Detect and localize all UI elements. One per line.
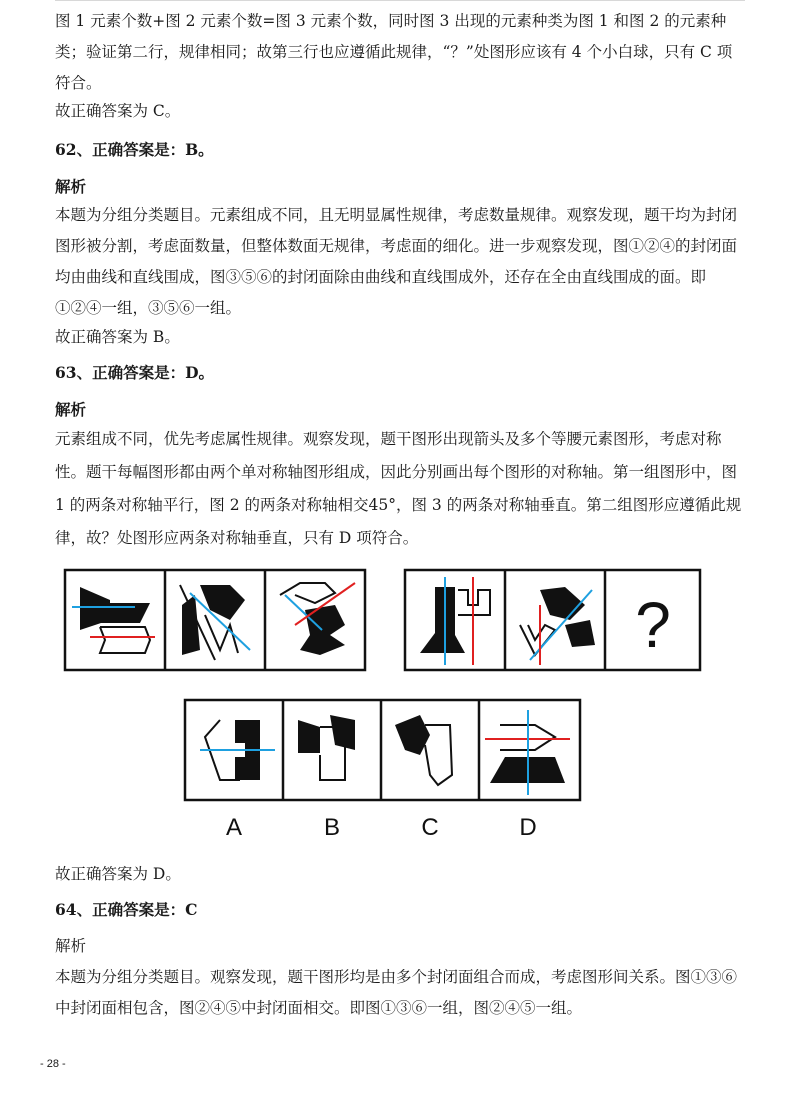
- q62-analysis-label: 解析: [55, 177, 87, 196]
- q63-analysis-text: 元素组成不同，优先考虑属性规律。观察发现，题干图形出现箭头及多个等腰元素图形，考虑对称性。题干每幅图形都由两个单对称轴图形组成，因此分别画出每个图形的对称轴。第一组图形中，图 1 的两条对称轴平行，图 2 的两条对称轴相交45°，图 3 的两条对称轴垂直。第二组图形应遵循此规律，故？处图形应两条对称轴垂直，只有 D 项符合。: [55, 430, 742, 547]
- option-label-c: C: [421, 814, 439, 841]
- question-mark: ?: [635, 589, 671, 661]
- q63-heading: 63、正确答案是：D。: [55, 363, 215, 382]
- q63-question-figure: [60, 565, 710, 675]
- q61-analysis-text: 图 1 元素个数+图 2 元素个数=图 3 元素个数，同时图 3 出现的元素种类为图 1 和图 2 的元素种类；验证第二行，规律相同；故第三行也应遵循此规律，“？”处图形应该有 4 个小白球，只有 C 项符合。: [55, 12, 733, 92]
- q64-analysis-label: 解析: [55, 937, 87, 955]
- q64-heading: 64、正确答案是：C: [55, 900, 198, 919]
- option-label-b: B: [323, 814, 341, 841]
- q63-analysis-label: 解析: [55, 400, 87, 419]
- q63-options-figure: [180, 695, 585, 845]
- page-number: - 28 -: [40, 1058, 66, 1070]
- q61-conclusion: 故正确答案为 C。: [55, 102, 181, 120]
- top-rule: [55, 0, 745, 1]
- q63-conclusion: 故正确答案为 D。: [55, 865, 181, 883]
- q62-heading: 62、正确答案是：B。: [55, 140, 214, 159]
- q62-conclusion: 故正确答案为 B。: [55, 328, 180, 346]
- option-label-a: A: [225, 814, 243, 841]
- q62-analysis-text: 本题为分组分类题目。元素组成不同，且无明显属性规律，考虑数量规律。观察发现，题干均为封闭图形被分割，考虑面数量，但整体数面无规律，考虑面的细化。进一步观察发现，图①②④的封闭面均由曲线和直线围成，图③⑤⑥的封闭面除由曲线和直线围成外，还存在全由直线围成的面。即①②④一组，③⑤⑥一组。: [55, 206, 738, 317]
- option-label-d: D: [519, 814, 537, 841]
- q64-analysis-text: 本题为分组分类题目。观察发现，题干图形均是由多个封闭面组合而成，考虑图形间关系。图①③⑥中封闭面相包含，图②④⑤中封闭面相交。即图①③⑥一组，图②④⑤一组。: [55, 968, 738, 1017]
